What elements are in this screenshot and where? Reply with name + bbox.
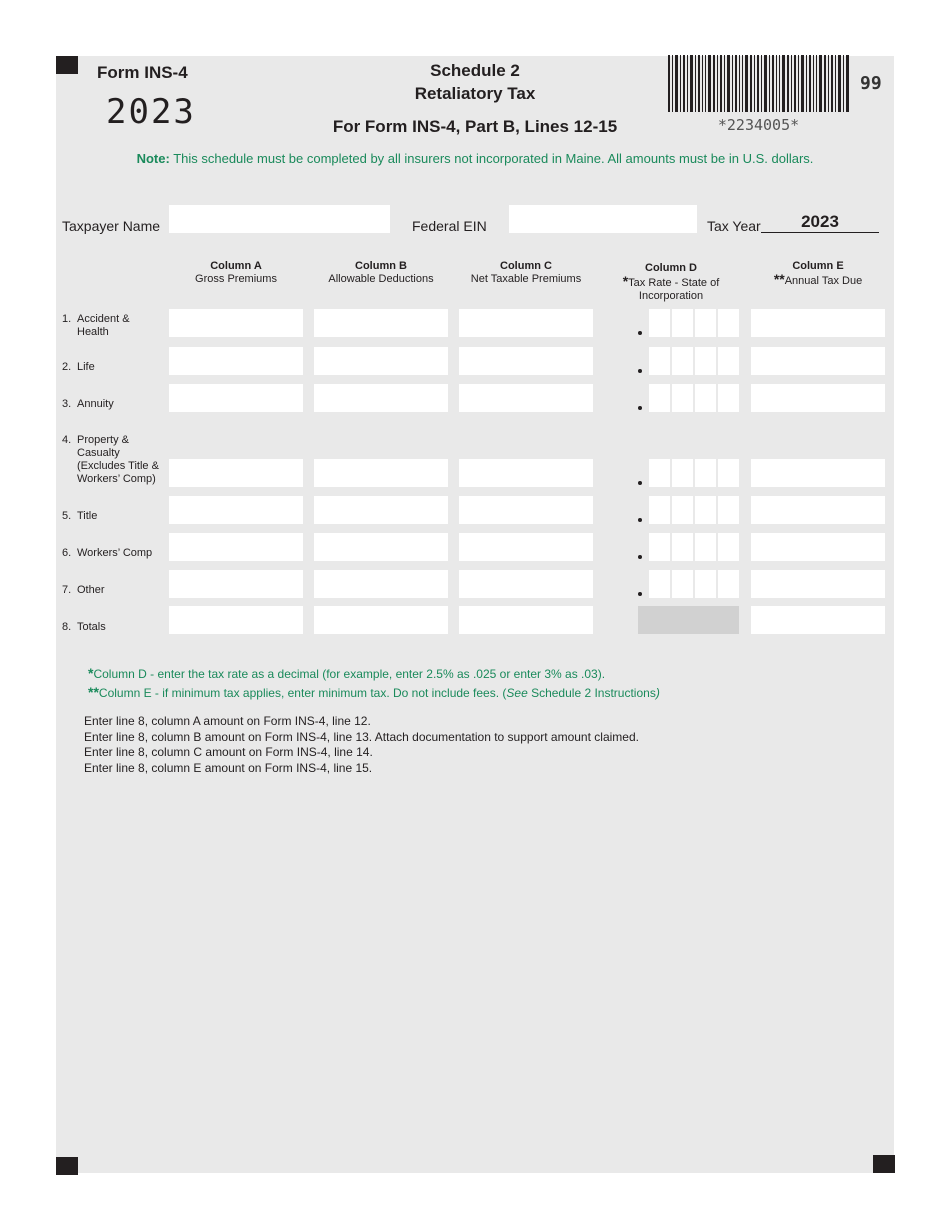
input-workers-comp-column-e[interactable]: [751, 533, 885, 561]
input-life-column-a[interactable]: [169, 347, 303, 375]
input-accident-health-column-c[interactable]: [459, 309, 593, 337]
instruction-line: Enter line 8, column C amount on Form INS-4, line 14.: [84, 745, 373, 759]
schedule-subtitle: Retaliatory Tax: [414, 84, 536, 103]
input-other-column-e[interactable]: [751, 570, 885, 598]
row-number: 2.: [62, 361, 72, 373]
column-a-title: Column A: [210, 260, 262, 272]
input-annuity-column-d-digit-4[interactable]: [718, 384, 739, 412]
row-label-text: Other: [77, 584, 105, 596]
row-label-property-casualty: [62, 434, 159, 486]
input-title-column-e[interactable]: [751, 496, 885, 524]
decimal-point: [638, 518, 642, 522]
row-number: 4.: [62, 434, 72, 446]
row-label-text: Workers’ Comp): [77, 473, 156, 485]
column-a-subtitle: Gross Premiums: [195, 273, 277, 285]
decimal-point: [638, 555, 642, 559]
input-property-casualty-column-e[interactable]: [751, 459, 885, 487]
column-b-subtitle: Allowable Deductions: [328, 273, 434, 285]
federal-ein-label: Federal EIN: [412, 218, 487, 234]
note: [56, 151, 894, 166]
input-property-casualty-column-a[interactable]: [169, 459, 303, 487]
input-property-casualty-column-d-digit-1[interactable]: [649, 459, 670, 487]
tax-year-label: Tax Year: [707, 218, 761, 234]
input-other-column-a[interactable]: [169, 570, 303, 598]
barcode-text: *2234005*: [717, 116, 800, 134]
input-annuity-column-e[interactable]: [751, 384, 885, 412]
input-property-casualty-column-b[interactable]: [314, 459, 448, 487]
row-number: 1.: [62, 313, 72, 325]
input-life-column-d-digit-3[interactable]: [695, 347, 716, 375]
input-workers-comp-column-a[interactable]: [169, 533, 303, 561]
instruction-line: Enter line 8, column A amount on Form INS-4, line 12.: [84, 714, 371, 728]
row-number: 3.: [62, 398, 72, 410]
footnote-text: Column E - if minimum tax applies, enter minimum tax. Do not include fees. (: [98, 686, 507, 700]
totals-column-d-shaded: [638, 606, 739, 634]
input-workers-comp-column-d-digit-2[interactable]: [672, 533, 693, 561]
input-other-column-d-digit-2[interactable]: [672, 570, 693, 598]
column-e-header: [751, 260, 885, 288]
row-label-text: Accident &: [77, 313, 130, 325]
column-e-title: Column E: [792, 260, 844, 272]
row-label-totals: [62, 621, 106, 634]
page-number: 99: [860, 73, 882, 94]
input-totals-column-c[interactable]: [459, 606, 593, 634]
row-number: 7.: [62, 584, 72, 596]
input-accident-health-column-d-digit-1[interactable]: [649, 309, 670, 337]
note-label: Note:: [136, 151, 170, 166]
registration-mark-bottom-left: [56, 1157, 78, 1175]
input-accident-health-column-b[interactable]: [314, 309, 448, 337]
input-annuity-column-c[interactable]: [459, 384, 593, 412]
row-label-text: Health: [77, 326, 109, 338]
registration-mark-top-left: [56, 56, 78, 74]
row-label-annuity: [62, 398, 114, 411]
input-annuity-column-d-digit-1[interactable]: [649, 384, 670, 412]
column-c-subtitle: Net Taxable Premiums: [470, 273, 582, 285]
footnote-text: Column D - enter the tax rate as a decimal (for example, enter 2.5% as .025 or enter 3% as .03).: [93, 667, 606, 681]
input-other-column-b[interactable]: [314, 570, 448, 598]
tax-year-value: 2023: [801, 212, 839, 231]
input-accident-health-column-d-digit-4[interactable]: [718, 309, 739, 337]
row-label-text: Totals: [77, 621, 106, 633]
input-other-column-d-digit-1[interactable]: [649, 570, 670, 598]
row-label-text: Property &: [77, 434, 129, 446]
schedule-title: Schedule 2: [430, 61, 520, 80]
federal-ein-input[interactable]: [509, 205, 697, 233]
decimal-point: [638, 592, 642, 596]
input-title-column-d-digit-1[interactable]: [649, 496, 670, 524]
tax-year-underline: [761, 232, 879, 233]
input-life-column-d-digit-1[interactable]: [649, 347, 670, 375]
instruction-line: Enter line 8, column E amount on Form INS-4, line 15.: [84, 760, 373, 775]
input-annuity-column-b[interactable]: [314, 384, 448, 412]
decimal-point: [638, 369, 642, 373]
footnote-column-e: [88, 684, 660, 700]
input-life-column-b[interactable]: [314, 347, 448, 375]
input-title-column-d-digit-4[interactable]: [718, 496, 739, 524]
row-number: 8.: [62, 621, 72, 633]
input-property-casualty-column-d-digit-4[interactable]: [718, 459, 739, 487]
row-number: 5.: [62, 510, 72, 522]
input-totals-column-b[interactable]: [314, 606, 448, 634]
input-other-column-d-digit-4[interactable]: [718, 570, 739, 598]
input-accident-health-column-e[interactable]: [751, 309, 885, 337]
form-year: 2023: [106, 92, 196, 132]
input-annuity-column-d-digit-3[interactable]: [695, 384, 716, 412]
input-accident-health-column-d-digit-2[interactable]: [672, 309, 693, 337]
instructions: [84, 714, 639, 776]
footnote-text-italic: See: [506, 686, 528, 700]
column-d-header: [606, 262, 736, 303]
schedule-reference: For Form INS-4, Part B, Lines 12-15: [332, 117, 618, 136]
row-number: 6.: [62, 547, 72, 559]
row-label-text: Casualty: [77, 447, 120, 459]
input-totals-column-e[interactable]: [751, 606, 885, 634]
input-title-column-a[interactable]: [169, 496, 303, 524]
form-id: Form INS-4: [97, 63, 188, 82]
column-b-title: Column B: [355, 260, 407, 272]
column-d-star: *: [622, 273, 629, 289]
taxpayer-name-input[interactable]: [169, 205, 390, 233]
decimal-point: [638, 331, 642, 335]
footnote-text: Schedule 2 Instructions: [527, 686, 656, 700]
input-workers-comp-column-b[interactable]: [314, 533, 448, 561]
input-accident-health-column-d-digit-3[interactable]: [695, 309, 716, 337]
barcode-icon: [668, 55, 849, 112]
column-c-header: [459, 260, 593, 286]
column-d-subtitle-2: Incorporation: [638, 290, 704, 302]
registration-mark-bottom-right: [873, 1155, 895, 1173]
input-title-column-b[interactable]: [314, 496, 448, 524]
decimal-point: [638, 481, 642, 485]
row-label-text: Workers’ Comp: [77, 547, 153, 559]
footnote-star: *: [88, 665, 94, 681]
input-property-casualty-column-d-digit-2[interactable]: [672, 459, 693, 487]
instruction-line: Enter line 8, column B amount on Form INS-4, line 13. Attach documentation to support amount claimed.: [84, 729, 639, 744]
input-title-column-d-digit-2[interactable]: [672, 496, 693, 524]
column-b-header: [314, 260, 448, 286]
input-annuity-column-a[interactable]: [169, 384, 303, 412]
row-label-workers-comp: [62, 547, 152, 560]
input-life-column-d-digit-2[interactable]: [672, 347, 693, 375]
column-d-subtitle: Tax Rate - State of: [628, 277, 720, 289]
note-text: This schedule must be completed by all insurers not incorporated in Maine. All amounts must be in U.S. dollars.: [169, 151, 814, 166]
input-life-column-d-digit-4[interactable]: [718, 347, 739, 375]
input-totals-column-a[interactable]: [169, 606, 303, 634]
footnote-text-italic: ): [655, 686, 660, 700]
column-e-subtitle: Annual Tax Due: [784, 275, 863, 287]
column-e-star: **: [773, 271, 785, 287]
column-a-header: [169, 260, 303, 286]
input-workers-comp-column-d-digit-1[interactable]: [649, 533, 670, 561]
input-other-column-c[interactable]: [459, 570, 593, 598]
row-label-text: Title: [77, 510, 98, 522]
input-workers-comp-column-d-digit-3[interactable]: [695, 533, 716, 561]
decimal-point: [638, 406, 642, 410]
row-label-accident-health: [62, 313, 130, 339]
input-life-column-e[interactable]: [751, 347, 885, 375]
taxpayer-name-label: Taxpayer Name: [62, 218, 161, 234]
row-label-life: [62, 361, 95, 374]
column-d-title: Column D: [645, 262, 697, 274]
row-label-text: Annuity: [77, 398, 114, 410]
row-label-title: [62, 510, 97, 523]
row-label-other: [62, 584, 105, 597]
input-property-casualty-column-c[interactable]: [459, 459, 593, 487]
input-annuity-column-d-digit-2[interactable]: [672, 384, 693, 412]
input-life-column-c[interactable]: [459, 347, 593, 375]
input-title-column-d-digit-3[interactable]: [695, 496, 716, 524]
footnote-column-d: [88, 665, 605, 681]
row-label-text: (Excludes Title &: [77, 460, 159, 472]
input-other-column-d-digit-3[interactable]: [695, 570, 716, 598]
input-title-column-c[interactable]: [459, 496, 593, 524]
input-property-casualty-column-d-digit-3[interactable]: [695, 459, 716, 487]
footnote-star: **: [88, 684, 99, 700]
column-c-title: Column C: [500, 260, 552, 272]
input-accident-health-column-a[interactable]: [169, 309, 303, 337]
row-label-text: Life: [77, 361, 95, 373]
input-workers-comp-column-d-digit-4[interactable]: [718, 533, 739, 561]
input-workers-comp-column-c[interactable]: [459, 533, 593, 561]
